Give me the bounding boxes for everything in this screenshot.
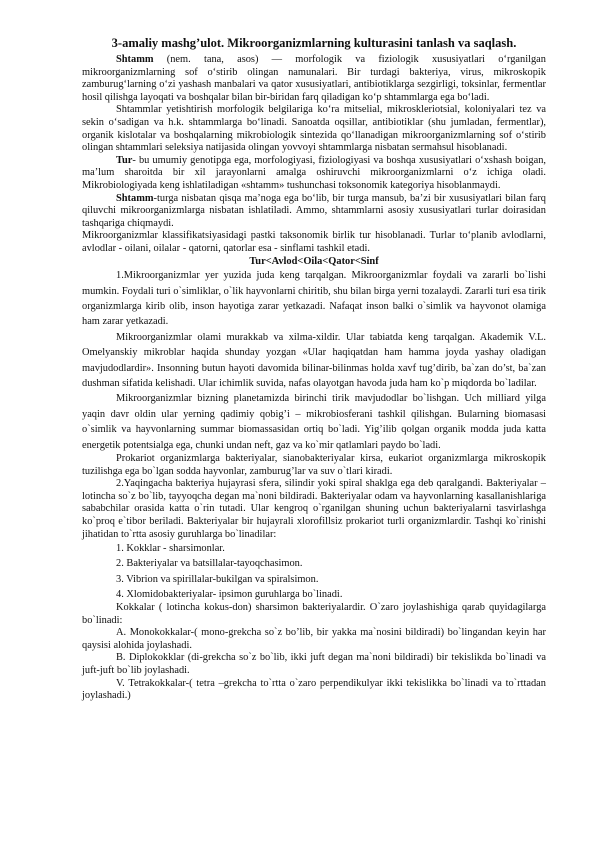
- paragraph-tur-definition: [82, 155, 546, 193]
- term-shtamm: Shtamm: [116, 54, 154, 65]
- paragraph-shtamm-definition: [82, 54, 546, 104]
- term-tur: Tur: [116, 154, 133, 166]
- paragraph-text: - bu umumiy genotipga ega, morfologiyasi, fiziologiyasi va boshqa xususiyatlari o‘xshash boigan, ma’lum sharoitda bir xil jarayonlarni amalga oshiruvchi mikroorganizmlarni o‘z ichiga oladi. Mikrobiologiyada keng ishlatiladigan «shtamm» tushunchasi toksonomik kategoriya hisoblanmaydi.: [82, 154, 546, 191]
- paragraph-tetrakokkalar: V. Tetrakokkalar-( tetra –grekcha to`rtta o`zaro perpendikulyar ikki tekislikka bo`linadi va to`rttadan joylashadi.): [82, 677, 546, 702]
- taxonomy-hierarchy: Tur<Avlod<Oila<Qator<Sinf: [249, 255, 379, 267]
- paragraph-text: (nem. tana, asos) — morfologik va fiziologik xususiyatlari o‘rganilgan mikroorganizmlarning sof o‘stirib olingan namunalari. Bir turdagi bakteriya, virus, mikroskopik zamburug‘larning o‘zi yashash manbalari va qator xususiyatlari, antibiotiklarga sezgirligi, toksinlar, fermentlar hosil qilishga layoqati va boshqalar bilan bir-biridan farq qiladigan ko‘p shtammlarga ega bo‘ladi.: [82, 54, 546, 103]
- paragraph-shtamm-types: Shtammlar yetishtirish morfologik belgilariga ko‘ra mitselial, mikroskleriotsial, koloniyalari tez va sekin o‘sadigan va h.k. shtammlarga bo‘linadi. Sanoatda oqsillar, antibiotiklar (shu jumladan, fermentlar), organik kislotalar va boshqalarning mikrobiologik sintezida qo‘llanadigan mikroorganizmlarning sof o‘stirib olingan shtammlari seleksiya natijasida olingan yovvoyi shtammlarga nisbatan sermahsul hisoblanadi.: [82, 104, 546, 154]
- list-item: 2. Bakteriyalar va batsillalar-tayoqchasimon.: [116, 558, 303, 570]
- term-shtamm-2: Shtamm: [116, 192, 154, 204]
- paragraph-microorganisms-world: Mikroorganizmlar olami murakkab va xilma-xildir. Ular tabiatda keng tarqalgan. Akademik V.L. Omelyanskiy mikroblar haqida shunday yozgan «Ular haqiqatdan ham hamma joyda yashay oladigan mavjudodlardir». Insonning butun hayoti davomida bilinar-bilinmas holda xavf tug’dirib, ba`zan do’st, ba`zan dushman sifatida kelishadi. Ular ichimlik suvida, nafas olayotgan havoda juda ham ko`p miqdorda bo`ladilar.: [82, 331, 546, 389]
- paragraph-diplokokklar: B. Diplokokklar (di-grekcha so`z bo`lib, ikki juft degan ma`noni bildiradi) bir tekislikda bo`linadi va juft-juft bo`lib joylashadi.: [82, 652, 546, 676]
- paragraph-classification: Mikroorganizmlar klassifikatsiyasidagi pastki taksonomik birlik tur hisoblanadi. Turlar to‘planib avlodlarni, avlodlar - oilani, oilalar - qatorni, qatorlar esa - sinflami tashkil etadi.: [82, 230, 546, 254]
- paragraph-microorganisms-spread: 1.Mikroorganizmlar yer yuzida juda keng tarqalgan. Mikroorganizmlar foydali va zararli bo`lishi mumkin. Foydali turi o`simliklar, o`lik hayvonlarni chiritib, shu bilan birga yerni tozalaydi. Zararli turi esa tirik organizmlarga kirib olib, inson hayotiga zarar yetkazadi. Nafaqat inson balki o`simlik va hayvonot olamiga ham zarar yetkazadi.: [82, 270, 546, 328]
- page-title: 3-amaliy mashg’ulot. Mikroorganizmlarning kulturasini tanlash va saqlash.: [111, 36, 517, 50]
- bacteria-groups-list: [82, 541, 546, 602]
- list-item: 3. Vibrion va spirillalar-bukilgan va spiralsimon.: [116, 573, 319, 585]
- paragraph-kokkalar: Kokkalar ( lotincha kokus-don) sharsimon bakteriyalardir. O`zaro joylashishiga qarab quyidagilarga bo`linadi:: [82, 601, 546, 626]
- list-item: 1. Kokklar - sharsimonlar.: [116, 543, 225, 555]
- paragraph-shtamm-vs-tur: [82, 193, 546, 231]
- list-item: 4. Xlomidobakteriyalar- ipsimon guruhlarga bo`linadi.: [116, 588, 343, 600]
- paragraph-prokaryotes: Prokariot organizmlarga bakteriyalar, sianobakteriyalar kirsa, eukariot organizmlarga mikroskopik tuzilishga ega bo`lgan sodda hayvonlar, zamburug’lar va suv o`tlari kiradi.: [82, 452, 546, 477]
- paragraph-monokokkalar: A. Monokokkalar-( mono-grekcha so`z bo’lib, bir yakka ma`nosini bildiradi) bo`lingandan keyin har qaysisi alohida joylashadi.: [82, 627, 546, 651]
- paragraph-first-living-beings: Mikroorganizmlar bizning planetamizda birinchi tirik mavjudodlar bo`lishgan. Uch milliard yilga yaqin davr oldin ular yerning qadimiy qobig’i – mikrobiosferani tashkil qilishgan. Bularning biomasasi o`simlik va hayvonlarning summar biomassasidan ortiq bo`ladi. Yig’ilib qolgan organik modda juda katta energetik potentsialga ega, chunki undan neft, gaz va ko`mir qatlamlari paydo bo`ladi.: [82, 393, 546, 451]
- paragraph-text: -turga nisbatan qisqa ma’noga ega bo‘lib, bir turga mansub, ba’zi bir xususiyatlari bilan farq qiluvchi mikroorganizmlarga nisbatan ishlatiladi. Ammo, shtammlarni asosiy xususiyatlari turlar doirasidan tashqariga chiqmaydi.: [82, 192, 546, 229]
- paragraph-bacteria-shapes: 2.Yaqingacha bakteriya hujayrasi sfera, silindir yoki spiral shaklga ega deb qaralgandi. Bakteriyalar – lotincha so`z bo`lib, tayyoqcha degan ma`noni bildiradi. Bakteriyalar odam va hayvonlarning kasallanishlariga sababchilar orasida katta o`rin tutadi. Ular kengroq o`rganilgan shuning uchun bakteriyalarni tasvirlashga ko`proq e`tibor beriladi. Bakteriyalar bir hujayrali xlorofillsiz prokariot turli organizmlardir. Tashqi ko`rinishi jihatidan to`rtta asosiy guruhlarga bo`linadilar:: [82, 478, 546, 540]
